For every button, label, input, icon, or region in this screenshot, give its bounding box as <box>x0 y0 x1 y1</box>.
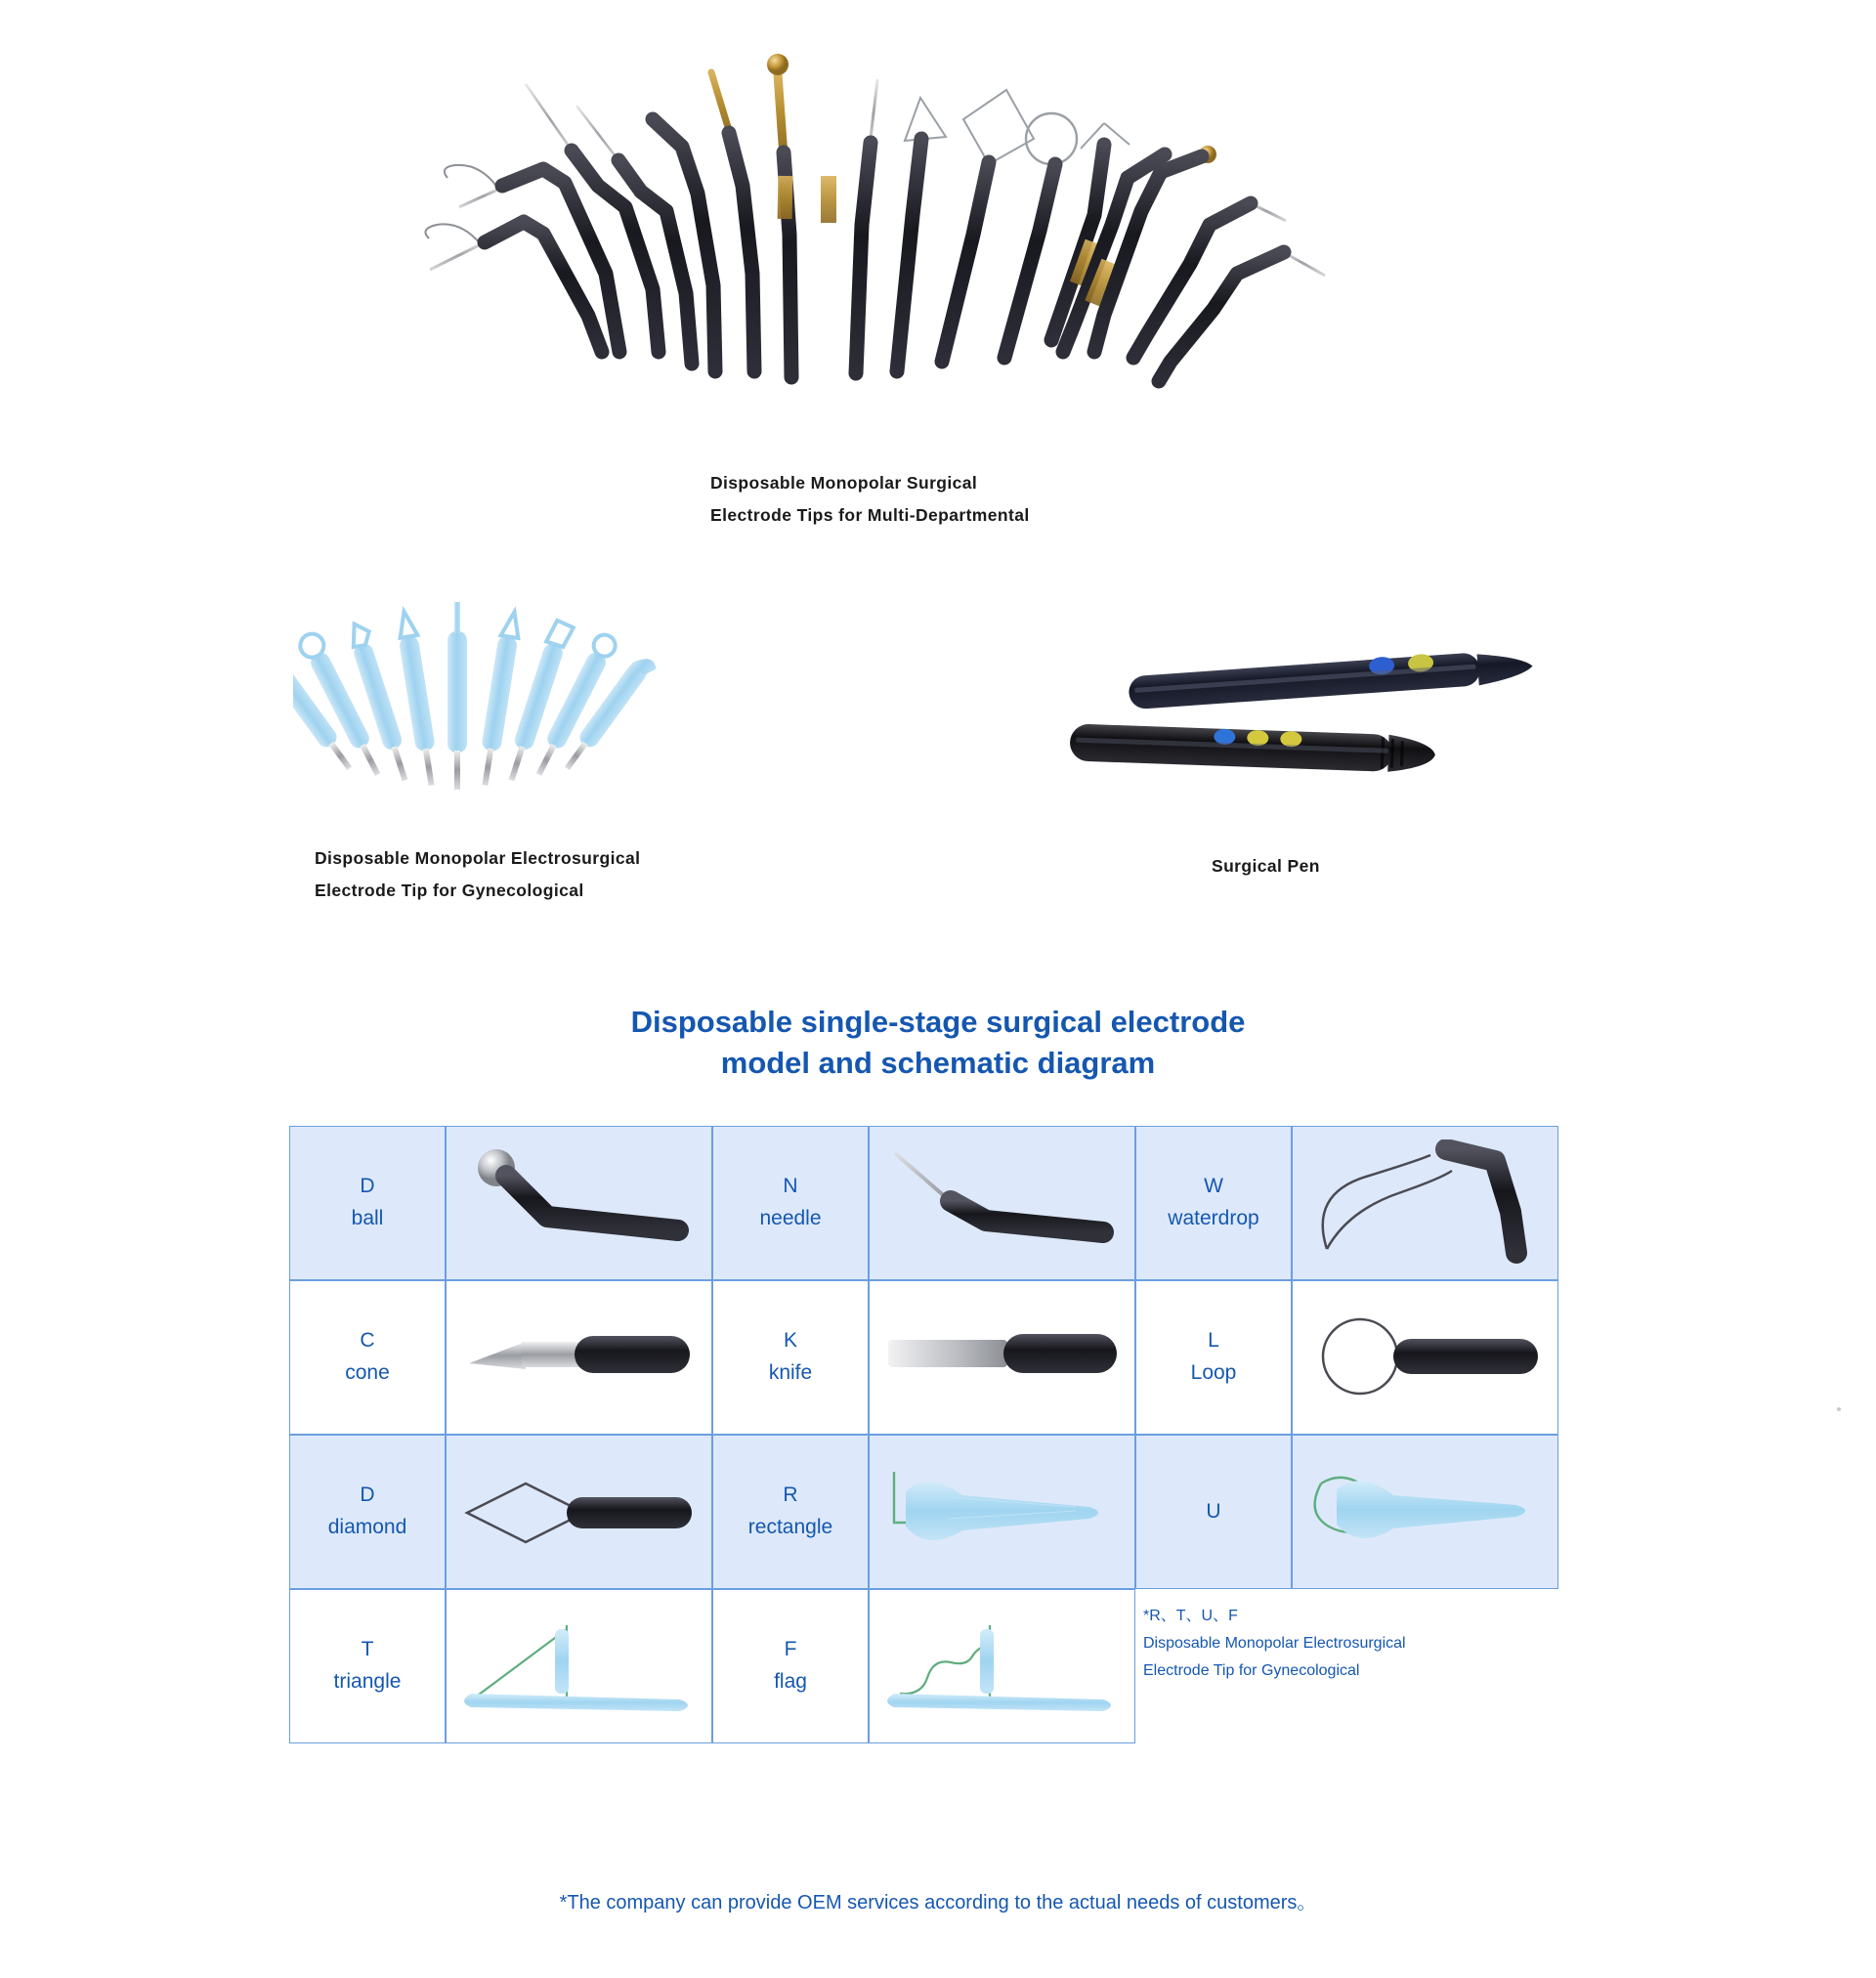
model-name: diamond <box>327 1516 407 1538</box>
cell-label-triangle <box>289 1589 446 1743</box>
needle-electrode-image <box>869 1126 1135 1280</box>
pen-caption-text: Surgical Pen <box>1212 856 1320 876</box>
triangle-electrode-image <box>446 1589 712 1743</box>
table-note-line2: Disposable Monopolar Electrosurgical <box>1143 1635 1406 1652</box>
flag-electrode-image <box>869 1589 1135 1743</box>
table-row <box>289 1126 1577 1280</box>
cell-label-u <box>1135 1435 1292 1589</box>
model-code: D <box>360 1175 375 1198</box>
rectangle-electrode-image <box>869 1435 1135 1589</box>
cone-electrode-image <box>446 1280 712 1435</box>
cell-label-knife <box>712 1280 869 1435</box>
table-row <box>289 1589 1577 1743</box>
page-title <box>0 1002 1876 1084</box>
model-name: ball <box>351 1207 384 1229</box>
table-note <box>1135 1589 1577 1743</box>
electrode-tips-fan-image <box>420 29 1456 450</box>
ball-electrode-image <box>446 1126 712 1280</box>
decorative-dot <box>1837 1407 1841 1411</box>
cell-label-cone <box>289 1280 446 1435</box>
model-code: R <box>783 1484 798 1507</box>
model-code: K <box>783 1329 797 1353</box>
model-name: knife <box>768 1361 813 1384</box>
cell-label-ball <box>289 1126 446 1280</box>
tips-caption <box>710 467 1218 533</box>
gyn-caption <box>315 842 784 908</box>
cell-label-waterdrop <box>1135 1126 1292 1280</box>
tips-caption-line1: Disposable Monopolar Surgical <box>710 473 978 493</box>
model-code: L <box>1208 1329 1219 1353</box>
model-code: T <box>361 1638 374 1661</box>
knife-electrode-image <box>869 1280 1135 1435</box>
electrode-model-table <box>289 1126 1577 1743</box>
cell-label-rectangle <box>712 1435 869 1589</box>
table-row <box>289 1435 1577 1589</box>
model-name: flag <box>774 1670 807 1693</box>
cell-label-flag <box>712 1589 869 1743</box>
model-code: N <box>783 1175 798 1198</box>
model-name: waterdrop <box>1168 1207 1259 1229</box>
model-code: D <box>360 1484 375 1507</box>
page-title-line2: model and schematic diagram <box>720 1045 1156 1080</box>
table-row <box>289 1280 1577 1435</box>
model-code: W <box>1204 1175 1223 1198</box>
gyn-caption-line2: Electrode Tip for Gynecological <box>315 881 584 901</box>
page-title-line1: Disposable single-stage surgical electrode <box>630 1005 1246 1039</box>
model-name: Loop <box>1190 1361 1237 1384</box>
waterdrop-electrode-image <box>1292 1126 1558 1280</box>
diamond-electrode-image <box>446 1435 712 1589</box>
u-electrode-image <box>1292 1435 1558 1589</box>
model-name: triangle <box>333 1670 402 1693</box>
pen-caption <box>1212 850 1505 882</box>
tips-caption-line2: Electrode Tips for Multi-Departmental <box>710 505 1030 526</box>
oem-footnote: *The company can provide OEM services according to the actual needs of customers。 <box>559 1892 1317 1914</box>
cell-label-diamond <box>289 1435 446 1589</box>
model-code: F <box>784 1638 797 1661</box>
model-code: U <box>1206 1499 1221 1523</box>
model-name: rectangle <box>747 1516 833 1538</box>
cell-label-loop <box>1135 1280 1292 1435</box>
model-name: needle <box>759 1207 822 1229</box>
loop-electrode-image <box>1292 1280 1558 1435</box>
model-code: C <box>360 1329 375 1353</box>
model-name: cone <box>345 1361 390 1384</box>
table-note-line1: *R、T、U、F <box>1143 1608 1238 1624</box>
gyn-electrode-tips-image <box>293 579 733 813</box>
surgical-pen-image <box>962 640 1627 806</box>
gyn-caption-line1: Disposable Monopolar Electrosurgical <box>315 848 641 868</box>
cell-label-needle <box>712 1126 869 1280</box>
table-note-line3: Electrode Tip for Gynecological <box>1143 1662 1360 1679</box>
